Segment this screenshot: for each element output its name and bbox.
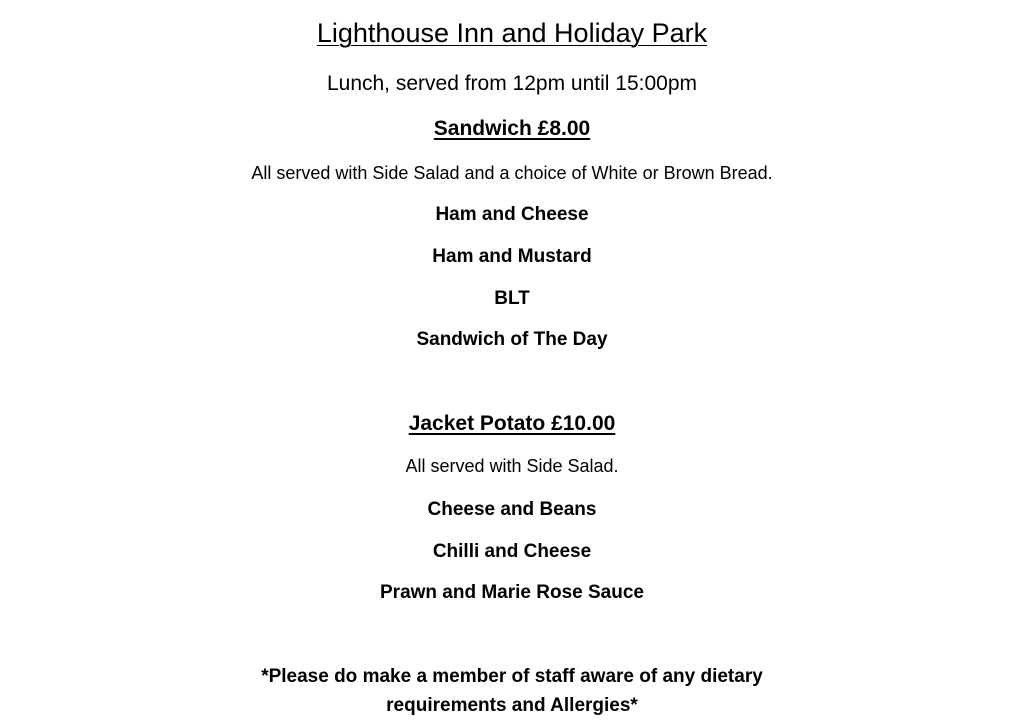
menu-item: BLT <box>494 288 530 309</box>
menu-item: Ham and Cheese <box>435 204 589 225</box>
menu-item: Chilli and Cheese <box>432 541 592 562</box>
menu-item: Ham and Mustard <box>432 246 592 267</box>
allergy-note-line-1: *Please do make a member of staff aware of any dietary <box>261 666 763 687</box>
lunch-hours: Lunch, served from 12pm until 15:00pm <box>326 72 698 95</box>
page-title: Lighthouse Inn and Holiday Park <box>316 18 708 48</box>
sandwich-heading: Sandwich £8.00 <box>433 117 591 140</box>
menu-item: Sandwich of The Day <box>416 329 608 350</box>
menu-item: Cheese and Beans <box>427 499 597 520</box>
menu-item: Prawn and Marie Rose Sauce <box>380 582 644 603</box>
sandwich-description: All served with Side Salad and a choice of White or Brown Bread. <box>251 163 773 183</box>
jacket-potato-description: All served with Side Salad. <box>405 456 619 476</box>
allergy-note-line-2: requirements and Allergies* <box>386 695 638 716</box>
jacket-potato-heading: Jacket Potato £10.00 <box>408 412 616 435</box>
